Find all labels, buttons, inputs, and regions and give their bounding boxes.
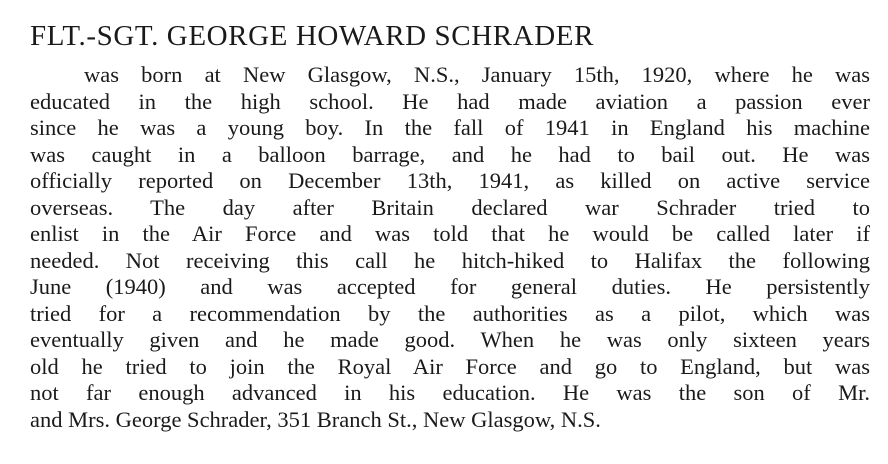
body-line: and Mrs. George Schrader, 351 Branch St., New Glasgow, N.S.	[30, 406, 601, 432]
body-line: not far enough advanced in his education. He was the son of Mr.	[30, 380, 870, 405]
body-line: since he was a young boy. In the fall of 1941 in England his machine	[30, 115, 870, 140]
body-line: was caught in a balloon barrage, and he had to bail out. He was	[30, 141, 870, 167]
body-line: enlist in the Air Force and was told that he would be called later if	[30, 221, 870, 246]
body-line: was born at New Glasgow, N.S., January 15th, 1920, where he was	[84, 62, 870, 87]
body-line: officially reported on December 13th, 1941, as killed on active service	[30, 168, 870, 193]
entry-heading: FLT.-SGT. GEORGE HOWARD SCHRADER	[30, 20, 595, 52]
entry-body	[30, 62, 870, 433]
body-line: educated in the high school. He had made aviation a passion ever	[30, 88, 870, 114]
body-line: old he tried to join the Royal Air Force and go to England, but was	[30, 353, 870, 379]
body-line: overseas. The day after Britain declared war Schrader tried to	[30, 194, 870, 220]
body-line: eventually given and he made good. When he was only sixteen years	[30, 327, 870, 352]
body-line: June (1940) and was accepted for general duties. He persistently	[30, 274, 870, 299]
body-line: tried for a recommendation by the authorities as a pilot, which was	[30, 300, 870, 326]
body-line: needed. Not receiving this call he hitch-hiked to Halifax the following	[30, 247, 870, 273]
